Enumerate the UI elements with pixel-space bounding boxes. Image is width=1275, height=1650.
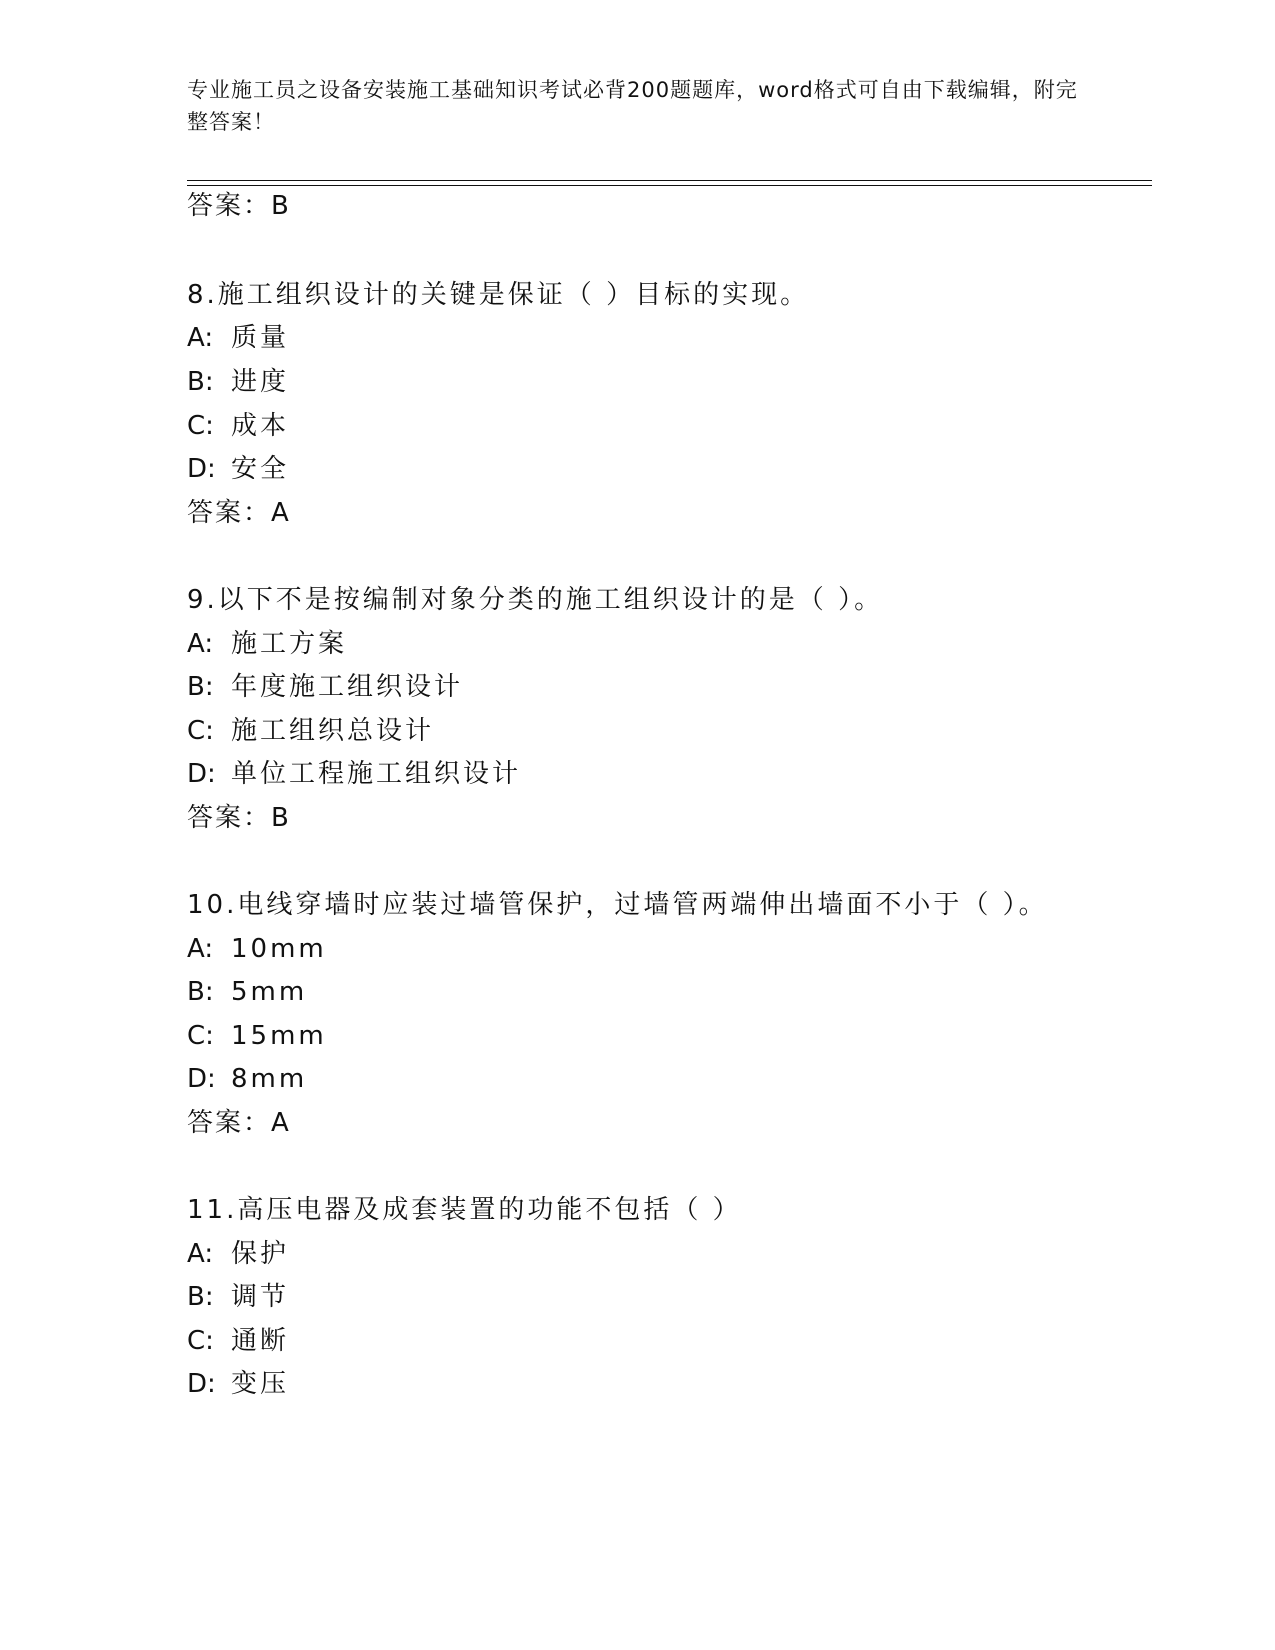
option-key: D: — [187, 759, 216, 789]
header-divider-bottom — [187, 185, 1152, 186]
answer-8: 答案：A — [187, 498, 291, 528]
option-8d — [187, 453, 289, 485]
option-text: 单位工程施工组织设计 — [231, 759, 522, 789]
option-9a — [187, 628, 347, 660]
option-key: B: — [187, 672, 214, 702]
option-9d — [187, 758, 521, 790]
option-key: B: — [187, 977, 214, 1007]
option-key: D: — [187, 1369, 216, 1399]
answer-10: 答案：A — [187, 1108, 291, 1138]
option-text: 5mm — [231, 977, 308, 1007]
answer-9: 答案：B — [187, 803, 291, 833]
option-text: 成本 — [231, 411, 290, 441]
option-text: 15mm — [231, 1021, 327, 1051]
option-10a — [187, 933, 327, 965]
option-key: C: — [187, 716, 214, 746]
option-text: 进度 — [231, 367, 290, 397]
option-key: A: — [187, 629, 214, 659]
option-11a — [187, 1238, 289, 1270]
option-key: B: — [187, 367, 214, 397]
option-10b — [187, 976, 307, 1008]
option-key: B: — [187, 1282, 214, 1312]
option-key: C: — [187, 1326, 214, 1356]
option-key: A: — [187, 323, 214, 353]
option-text: 施工组织总设计 — [231, 716, 435, 746]
option-key: A: — [187, 934, 214, 964]
answer-7: 答案：B — [187, 191, 291, 221]
option-text: 施工方案 — [231, 629, 348, 659]
option-10d — [187, 1063, 307, 1095]
question-8: 8.施工组织设计的关键是保证（ ）目标的实现。 — [187, 280, 810, 310]
option-8a — [187, 322, 289, 354]
document-header: 专业施工员之设备安装施工基础知识考试必背200题题库，word格式可自由下载编辑，附完整答案！ — [187, 78, 1078, 134]
option-key: D: — [187, 1064, 216, 1094]
header-divider-top — [187, 180, 1152, 181]
option-text: 10mm — [231, 934, 327, 964]
option-11d — [187, 1368, 289, 1400]
option-11c — [187, 1325, 289, 1357]
option-key: C: — [187, 1021, 214, 1051]
option-8c — [187, 410, 289, 442]
question-11: 11.高压电器及成套装置的功能不包括（ ） — [187, 1195, 742, 1225]
option-9c — [187, 715, 434, 747]
option-key: D: — [187, 454, 216, 484]
option-text: 变压 — [231, 1369, 290, 1399]
question-10: 10.电线穿墙时应装过墙管保护，过墙管两端伸出墙面不小于（ ）。 — [187, 890, 1048, 920]
option-text: 调节 — [231, 1282, 290, 1312]
option-text: 保护 — [231, 1239, 290, 1269]
option-key: C: — [187, 411, 214, 441]
option-text: 质量 — [231, 323, 290, 353]
option-8b — [187, 366, 289, 398]
option-text: 通断 — [231, 1326, 290, 1356]
option-text: 安全 — [231, 454, 290, 484]
option-10c — [187, 1020, 327, 1052]
option-text: 8mm — [231, 1064, 308, 1094]
option-key: A: — [187, 1239, 214, 1269]
option-9b — [187, 671, 463, 703]
option-text: 年度施工组织设计 — [231, 672, 464, 702]
question-9: 9.以下不是按编制对象分类的施工组织设计的是（ ）。 — [187, 585, 884, 615]
option-11b — [187, 1281, 289, 1313]
